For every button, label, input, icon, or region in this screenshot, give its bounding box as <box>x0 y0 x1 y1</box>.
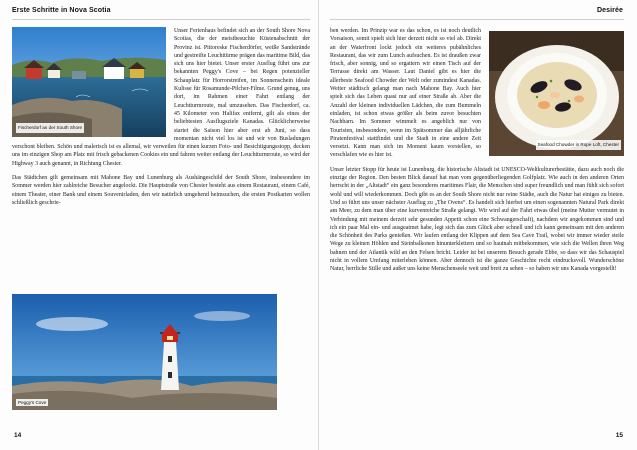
chowder-photo-caption: Seafood Chowder in Rope Loft, Chester <box>536 140 621 150</box>
right-header-rule <box>330 19 624 20</box>
harbor-photo <box>12 27 166 137</box>
left-page-header: Erste Schritte in Nova Scotia <box>12 7 111 14</box>
lighthouse-illustration <box>12 294 277 410</box>
left-paragraph-1: Unser Ferienhaus befindet sich an der South Shore Nova Scotias, die der meistbesuchte Küstenabschnitt der Provinz ist. Pittoreske Fischerdörfer, weiße Sandstrände und gestreifte Leuchttürme prägen das maritime Bild, das sich uns hier bietet. Unser erster Ausflug führt uns zur bekannten Peggy's Cove – bei Regen potenzieller Schauplatz für Horrorstreifen, im Sonnenschein ideale Kulisse für Rosamunde-Pilcher-Filme. Grund genug, uns dort, im Rahmen einer Fahrt entlang der Leuchtturmroute, mal umzusehen. Das Fischerdorf, ca. 45 Kilometer von Halifax entfernt, gilt als eines der beliebtesten Ausflugsziele Kanadas. Glücklicherweise startet die Saison hier aber erst ab Juni, so dass momentan nicht viel los ist und wir von Busladungen verschont bleiben. Schön und malerisch ist es allemal, wir verweilen für einen kurzen Foto- und Besichtigungsstopp, decken uns im einzigen Shop am Platz mit frisch gebackenen Cookies ein und fahren weiter entlang der Leuchtturmroute, so wird der Highway 3 auch genannt, in Richtung Chester. <box>12 28 310 167</box>
harbor-illustration <box>12 27 166 137</box>
right-paragraph-2: Unser letzter Stopp für heute ist Lunenburg, die historische Altstadt ist UNESCO-Weltkulturerbestätte, dazu auch noch die einzige der Region. Den besten Blick darauf hat man vom gegenüberliegenden Golfplatz. Wie auch in den anderen Orten herrscht in der „Altstadt“ ein ganz besonderes maritimes Flair, die Menschen sind super freundlich und man fühlt sich sofort wohl und will wiederkommen. Doch gibt es an der South Shore nicht nur reine Städte, auch die Natur hat einiges zu bieten. Und so führt uns unser nächster Ausflug zu „The Ovens“. Es handelt sich hierbei um einen sogenannten Natural Park direkt am Meer, zu dem man über eine kurvenreiche Straße gelangt. Wir wird auf der Fahrt etwas übel (meine Mutter vermutet in Verbindung mit meinem derzeit sehr gesunden Appetit schon eine Schwangerschaft), nachdem wir angekommen sind und ich ein paar Mal ein- und ausgeatmet habe, legt sich das zum Glück aber schnell und ich kann gemeinsam mit den anderen die Schönheit des Parks genießen. Wir laufen entlang der Klippen auf dem Sea Cave Trail, wobei wir immer wieder steile Wege zu kleinen Höhlen und Steinbalkonen hinunterklettern und so hautnah mitbekommen, wie sich die Wellen ihren Weg bahnen und der Atlantik wild an den Felsen bricht. Leider ist bei unserem Besuch gerade Ebbe, so dass wir das Schauspiel nicht in vollem Umfang miterleben können. Aber dennoch ist die ganze Geschichte recht eindrucksvoll. Wunderschöne Natur, herrliche Stille und außer uns keine Menschenseele weit und breit zu sehen – so haben wir uns Kanada vorgestellt! <box>330 166 624 273</box>
right-page-header: Desirée <box>597 7 623 14</box>
chowder-photo <box>489 31 624 156</box>
chowder-illustration <box>489 31 624 156</box>
left-paragraph-2: Das Städtchen gilt gemeinsam mit Mahone Bay und Lunenburg als Aushängeschild der South Shore, insbesondere im Sommer werden hier zahlreiche Besucher angelockt. Die Hauptstraße von Chester besteht aus einem Restaurant, einem Café, einem Theater, einer Bank und einem Souvenirladen, den wir natürlich umgehend heimsuchen, die ersten Postkarten wollen schließlich geschrie- <box>12 175 310 206</box>
book-gutter <box>318 0 319 450</box>
lighthouse-photo <box>12 294 277 410</box>
left-header-rule <box>12 19 310 20</box>
harbor-photo-caption: Fischerdorf an der South Shore <box>16 123 84 133</box>
left-page-body <box>12 27 310 213</box>
left-page-number: 14 <box>14 432 22 439</box>
right-page-number: 15 <box>615 432 623 439</box>
right-paragraph-1: ben werden. Im Prinzip war es das schon, es ist noch deutlich Vorsaison, somit spielt sich hier derzeit nicht so viel ab. Direkt an der Waterfront lockt jedoch ein weiteres pubähnliches Restaurant, das wir zum Lunch aufsuchen. Es ist draußen zwar frisch, aber sonnig, und so ergattern wir einen Tisch auf der Terrasse direkt am Wasser. Laut Daniel gibt es hier die allerbeste Seafood Chowder der Welt oder zumindest Kanadas. Weiter städtisch gelangt man nach Mahone Bay. Auch hier spielt sich das Leben quasi nur auf einer Straße ab. Aber die Anzahl der kleinen individuellen Lädchen, die zum Bummeln einladen, ist schon etwas größer als beim zuvor besuchten Nachbarn. Im Sommer wimmelt es angeblich nur von Touristen, insbesondere, wenn im Spätsommer das alljährliche Piratenfestival stattfindet und die Stadt in eine andere Zeit versetzt. Kann man sich im Moment kaum vorstellen, so verschlafen wie es hier ist. <box>330 28 481 159</box>
right-page-body <box>330 27 624 280</box>
lighthouse-photo-caption: Peggy's Cove <box>18 400 47 405</box>
